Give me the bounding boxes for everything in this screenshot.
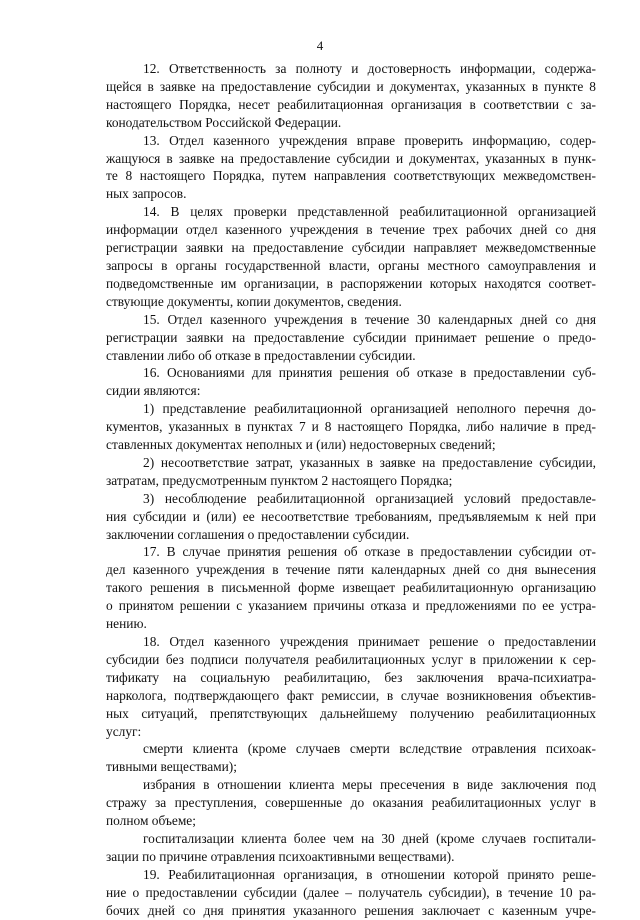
text-line: нарколога, подтверждающего факт ремиссии, в случае возникновения объектив- [106,687,596,703]
text-line: заключении соглашения о предоставлении субсидии. [106,526,410,542]
text-line: регистрации заявки на предоставление субсидии принимает решение о предо- [106,329,596,345]
document-body [106,60,596,920]
text-line: такого решения в письменной форме извещает реабилитационную организацию [106,580,596,596]
text-line: жащуюся в заявке на предоставление субсидии и документах, указанных в пунк- [106,150,596,166]
text-line: субсидии без подписи получателя реабилитационных услуг в приложении к сер- [106,651,596,667]
text-line: бочих дней со дня принятия указанного решения заключает с казенным учре- [106,902,596,918]
text-line: тивными веществами); [106,759,237,775]
text-line: 14. В целях проверки представленной реабилитационной организацией [143,204,596,220]
text-line: ставленных документах неполных и (или) недостоверных сведений; [106,437,496,453]
text-line: 19. Реабилитационная организация, в отношении которой принято реше- [143,866,596,882]
text-line: настоящего Порядка, несет реабилитационная организация в соответствии с за- [106,96,596,112]
text-line: ствующие документы, копии документов, сведения. [106,293,402,309]
text-line: ных запросов. [106,186,187,202]
text-line: ных ситуаций, препятствующих дальнейшему получению реабилитационных [106,705,596,721]
text-line: ния субсидии и (или) ее несоответствие требованиям, предъявляемым к ней при [106,508,596,524]
text-line: 12. Ответственность за полноту и достоверность информации, содержа- [143,61,596,76]
text-line: 1) представление реабилитационной организацией неполного перечня до- [143,401,596,417]
text-line: смерти клиента (кроме случаев смерти вследствие отравления психоак- [143,741,596,757]
text-line: те 8 настоящего Порядка, путем направления соответствующих межведомствен- [106,168,596,184]
text-line: 13. Отдел казенного учреждения вправе проверить информацию, содер- [143,132,596,148]
text-line: госпитализации клиента более чем на 30 дней (кроме случаев госпитали- [143,830,596,846]
text-line: затратам, предусмотренным пунктом 2 настоящего Порядка; [106,472,453,488]
text-line: запросы в органы государственной власти, органы местного самоуправления и [106,257,596,273]
text-line: 16. Основаниями для принятия решения об отказе в предоставлении суб- [143,365,596,381]
text-line: дел казенного учреждения в течение пяти календарных дней со дня вынесения [106,562,596,578]
text-line: информации отдел казенного учреждения в течение трех рабочих дней со дня [106,222,596,238]
text-line: щейся в заявке на предоставление субсидии и документах, указанных в пункте 8 [106,78,596,94]
text-line: тификату на социальную реабилитацию, без заключения врача-психиатра- [106,669,596,685]
text-line: 2) несоответствие затрат, указанных в заявке на предоставление субсидии, [143,454,596,470]
text-line: 15. Отдел казенного учреждения в течение 30 календарных дней со дня [143,311,596,327]
text-line: сидии являются: [106,383,201,399]
text-line: 17. В случае принятия решения об отказе в предоставлении субсидии от- [143,544,596,560]
text-line: кументов, указанных в пунктах 7 и 8 настоящего Порядка, либо наличие в пред- [106,419,596,435]
text-line: регистрации заявки на предоставление субсидии направляет межведомственные [106,240,596,256]
page-number: 4 [316,38,324,53]
text-line: полном объеме; [106,813,196,829]
text-line: о принятом решении с указанием причины отказа и предложениями по ее устра- [106,598,596,614]
text-line: нению. [106,616,147,632]
text-line: 3) несоблюдение реабилитационной организацией условий предоставле- [143,490,596,506]
text-line: ние о предоставлении субсидии (далее – получатель субсидии), в течение 10 ра- [106,884,596,900]
text-line: подведомственные им организации, в распоряжении которых находятся соответ- [106,275,596,291]
text-line: ставлении либо об отказе в предоставлении субсидии. [106,347,416,363]
text-line: 18. Отдел казенного учреждения принимает решение о предоставлении [143,634,596,649]
text-line: конодательством Российской Федерации. [106,114,342,130]
text-line: избрания в отношении клиента меры пресечения в виде заключения под [143,777,596,793]
text-line: стражу за преступления, совершенные до оказания реабилитационных услуг в [106,795,596,811]
text-line: зации по причине отравления психоактивными веществами). [106,848,455,864]
text-line: услуг: [106,723,142,739]
